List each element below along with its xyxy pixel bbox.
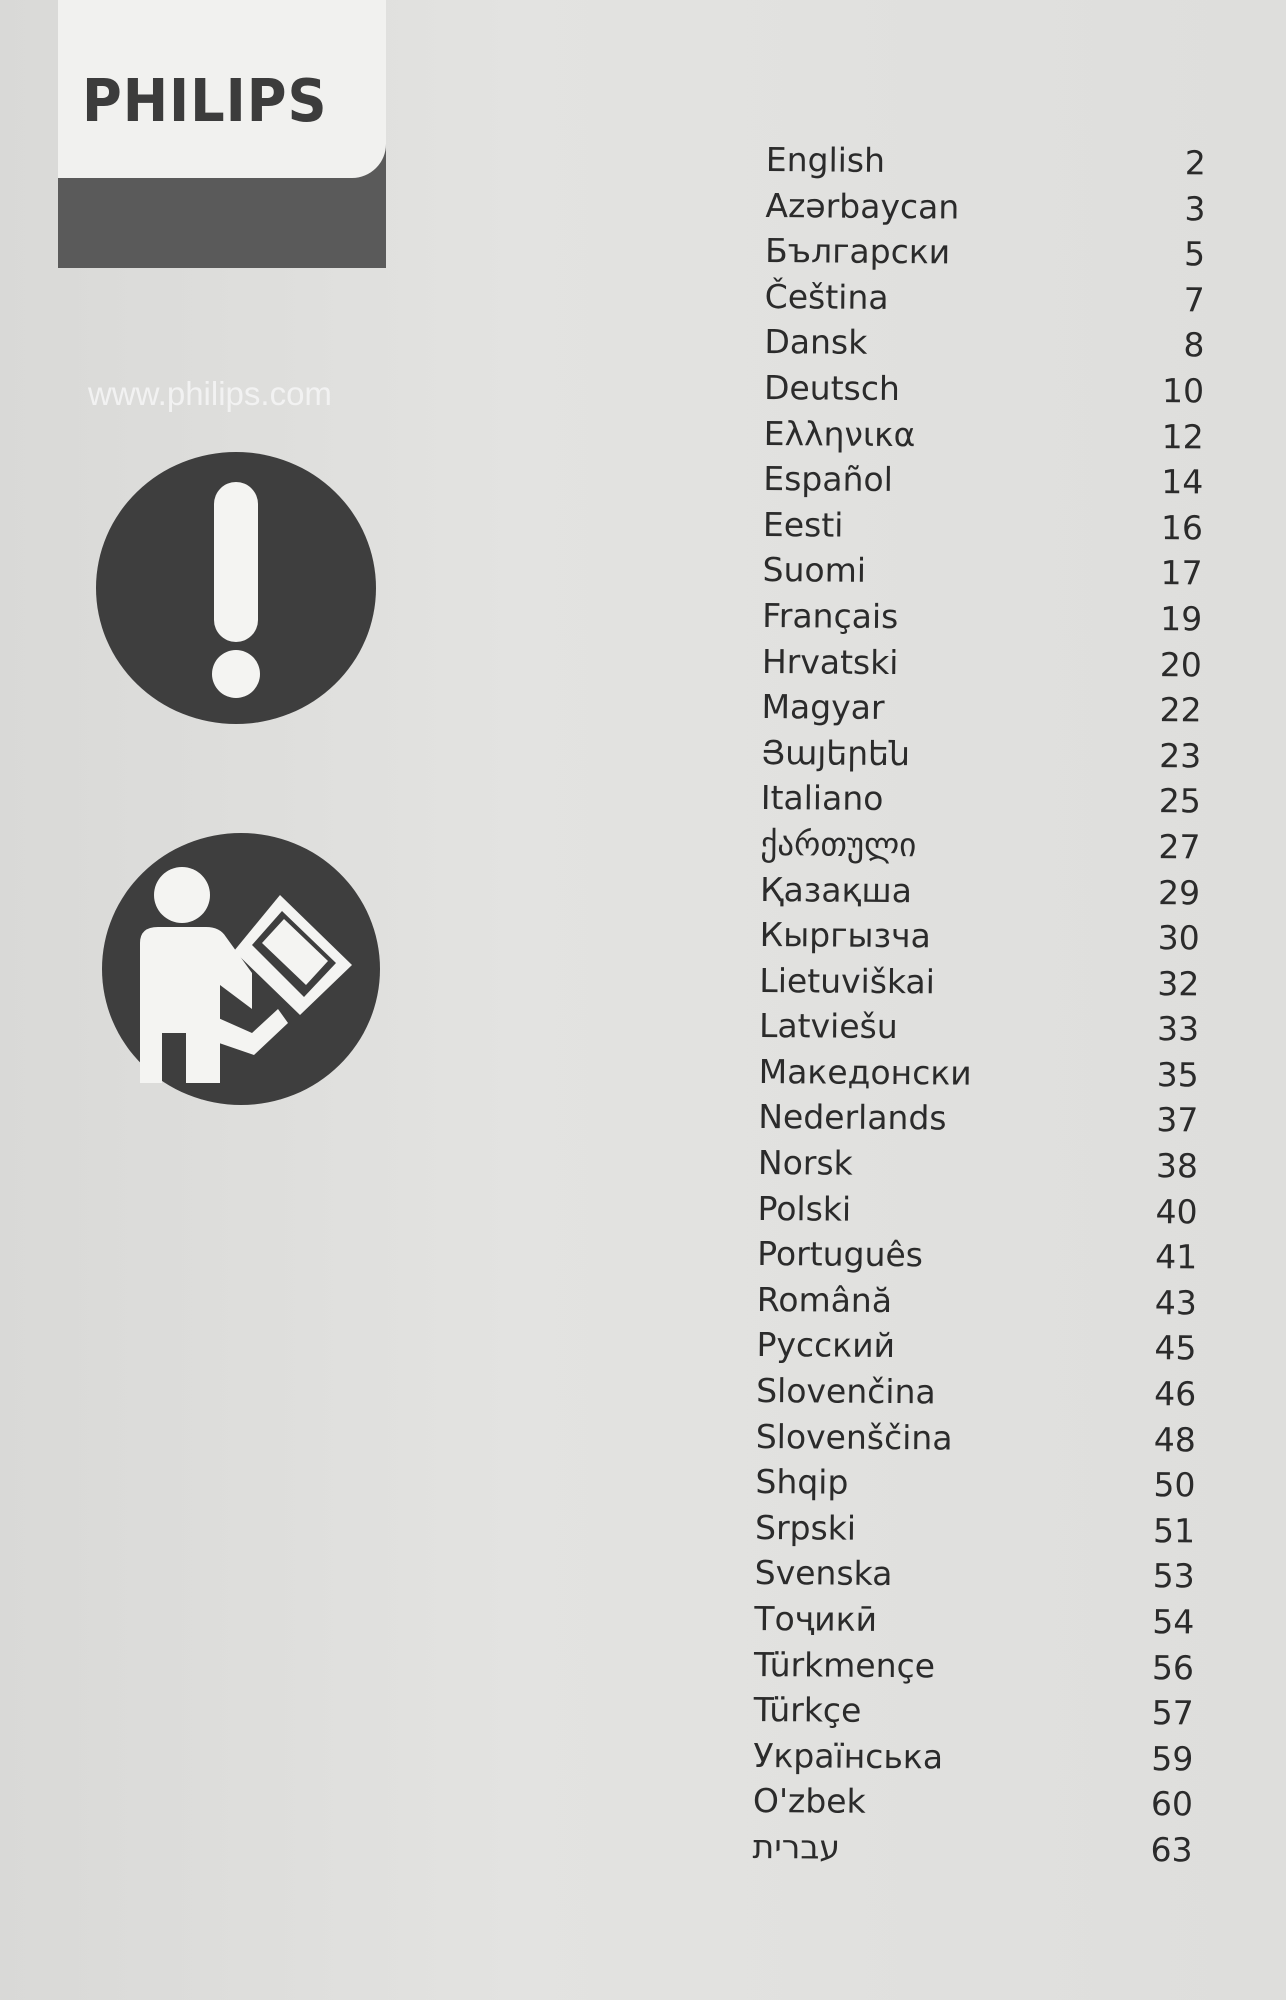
toc-row[interactable]: [761, 733, 1201, 782]
toc-row[interactable]: [762, 550, 1202, 599]
toc-page-number: 12: [1161, 416, 1204, 457]
brand-logo-panel: [58, 0, 386, 178]
toc-page-number: 33: [1156, 1009, 1200, 1049]
toc-language: Тоҷикӣ: [754, 1598, 878, 1639]
toc-language: Azərbaycan: [765, 185, 960, 227]
toc-row[interactable]: [756, 1417, 1196, 1466]
toc-row[interactable]: [757, 1234, 1197, 1283]
toc-page-number: 40: [1155, 1191, 1198, 1232]
toc-row[interactable]: [758, 1097, 1198, 1146]
toc-language: English: [765, 140, 886, 180]
toc-row[interactable]: [753, 1736, 1193, 1785]
toc-page-number: 60: [1150, 1784, 1194, 1824]
toc-row[interactable]: [765, 277, 1205, 326]
toc-page-number: 43: [1154, 1282, 1198, 1323]
toc-language: Italiano: [760, 778, 884, 819]
toc-page-number: 54: [1152, 1602, 1195, 1642]
toc-row[interactable]: [760, 915, 1200, 964]
toc-page-number: 7: [1183, 280, 1205, 320]
toc-page-number: 3: [1184, 188, 1206, 229]
toc-language: Eesti: [762, 504, 844, 545]
toc-language: Română: [756, 1279, 893, 1320]
toc-page-number: 29: [1157, 872, 1201, 912]
toc-language: Յայերեն: [761, 732, 911, 773]
toc-page-number: 27: [1158, 827, 1201, 867]
toc-language: Magyar: [761, 687, 885, 728]
toc-page-number: 51: [1152, 1510, 1196, 1551]
toc-page-number: 22: [1159, 690, 1202, 730]
toc-row[interactable]: [760, 869, 1200, 918]
toc-language: Dansk: [764, 322, 868, 363]
toc-language: Türkmençe: [753, 1644, 936, 1685]
toc-language: Русский: [756, 1325, 896, 1366]
toc-page-number: 37: [1156, 1100, 1199, 1140]
toc-page-number: 59: [1151, 1738, 1194, 1779]
toc-row[interactable]: [755, 1508, 1195, 1557]
toc-page-number: 2: [1184, 143, 1206, 183]
toc-language: עברית: [752, 1826, 841, 1867]
toc-language: Български: [764, 231, 951, 272]
toc-row[interactable]: [760, 824, 1200, 873]
toc-page-number: 19: [1160, 599, 1203, 639]
toc-row[interactable]: [763, 414, 1203, 463]
toc-row[interactable]: [757, 1189, 1197, 1238]
toc-page-number: 35: [1156, 1054, 1199, 1095]
toc-language: Nederlands: [758, 1097, 947, 1138]
toc-page-number: 53: [1152, 1556, 1195, 1596]
toc-row[interactable]: [761, 778, 1201, 827]
toc-page-number: 48: [1153, 1419, 1196, 1460]
brand-logo: PHILIPS: [82, 66, 328, 135]
toc-page-number: 45: [1154, 1328, 1197, 1368]
toc-language: Français: [762, 595, 899, 636]
toc-language: Latviešu: [758, 1006, 898, 1047]
toc-language: ქართული: [760, 823, 917, 865]
toc-page-number: 50: [1153, 1465, 1196, 1505]
toc-page-number: 8: [1183, 325, 1205, 365]
toc-language: Norsk: [757, 1143, 853, 1183]
toc-row[interactable]: [752, 1827, 1192, 1876]
toc-row[interactable]: [764, 322, 1204, 371]
toc-page-number: 56: [1151, 1647, 1195, 1688]
toc-row[interactable]: [763, 459, 1203, 508]
toc-row[interactable]: [756, 1325, 1196, 1374]
toc-language: Қазақша: [759, 869, 913, 910]
toc-row[interactable]: [756, 1371, 1196, 1420]
toc-row[interactable]: [762, 642, 1202, 691]
toc-page-number: 14: [1161, 462, 1204, 502]
toc-language: Кыргызча: [759, 915, 932, 956]
brand-url: www.philips.com: [88, 375, 332, 412]
toc-language: Português: [757, 1234, 924, 1275]
toc-row[interactable]: [757, 1280, 1197, 1329]
toc-row[interactable]: [754, 1599, 1194, 1648]
toc-language: O'zbek: [752, 1781, 866, 1822]
toc-page-number: 17: [1160, 553, 1203, 593]
toc-page-number: 20: [1159, 644, 1203, 684]
toc-page-number: 30: [1157, 918, 1200, 958]
toc-row[interactable]: [761, 687, 1201, 736]
toc-row[interactable]: [762, 596, 1202, 645]
toc-row[interactable]: [763, 505, 1203, 554]
toc-language: Македонски: [758, 1051, 972, 1093]
toc-language: Srpski: [754, 1507, 857, 1548]
toc-page-number: 32: [1157, 963, 1200, 1004]
toc-page-number: 63: [1150, 1830, 1193, 1870]
toc-language: Deutsch: [763, 367, 901, 409]
toc-language: Polski: [757, 1188, 852, 1229]
toc-language: Svenska: [754, 1553, 893, 1594]
toc-language: Türkçe: [753, 1690, 862, 1730]
read-manual-icon: [102, 833, 380, 1105]
toc-language: Slovenčina: [756, 1370, 936, 1412]
toc-language: Shqip: [755, 1462, 849, 1502]
toc-row[interactable]: [765, 186, 1205, 235]
toc-page-number: 25: [1158, 781, 1201, 821]
toc-row[interactable]: [758, 1052, 1198, 1101]
toc-page-number: 5: [1183, 234, 1206, 274]
toc-row[interactable]: [766, 140, 1206, 189]
toc-row[interactable]: [759, 1006, 1199, 1055]
toc-language: Suomi: [762, 550, 867, 591]
toc-page-number: 10: [1161, 371, 1205, 411]
language-contents-list: [752, 140, 1206, 1876]
toc-page-number: 57: [1151, 1693, 1194, 1733]
toc-page-number: 38: [1155, 1146, 1199, 1186]
toc-row[interactable]: [755, 1553, 1195, 1602]
brand-url-bar: [58, 178, 386, 412]
brand-block: [58, 0, 386, 412]
toc-row[interactable]: [765, 231, 1205, 280]
toc-row[interactable]: [764, 368, 1204, 417]
toc-row[interactable]: [753, 1781, 1193, 1830]
toc-language: Українська: [753, 1735, 944, 1777]
toc-language: Hrvatski: [761, 641, 899, 682]
toc-page-number: 46: [1154, 1374, 1197, 1414]
toc-row[interactable]: [755, 1462, 1195, 1511]
toc-page-number: 41: [1155, 1237, 1198, 1277]
warning-exclamation-icon: [96, 452, 376, 724]
toc-language: Lietuviškai: [759, 960, 936, 1002]
toc-row[interactable]: [758, 1143, 1198, 1192]
toc-language: Slovenščina: [755, 1416, 953, 1458]
toc-language: Čeština: [764, 276, 889, 317]
toc-row[interactable]: [753, 1690, 1193, 1739]
toc-row[interactable]: [754, 1645, 1194, 1694]
toc-language: Español: [763, 459, 893, 500]
toc-page-number: 23: [1159, 735, 1202, 776]
toc-row[interactable]: [759, 961, 1199, 1010]
toc-language: Ελληνικα: [763, 413, 916, 454]
toc-page-number: 16: [1160, 507, 1204, 548]
